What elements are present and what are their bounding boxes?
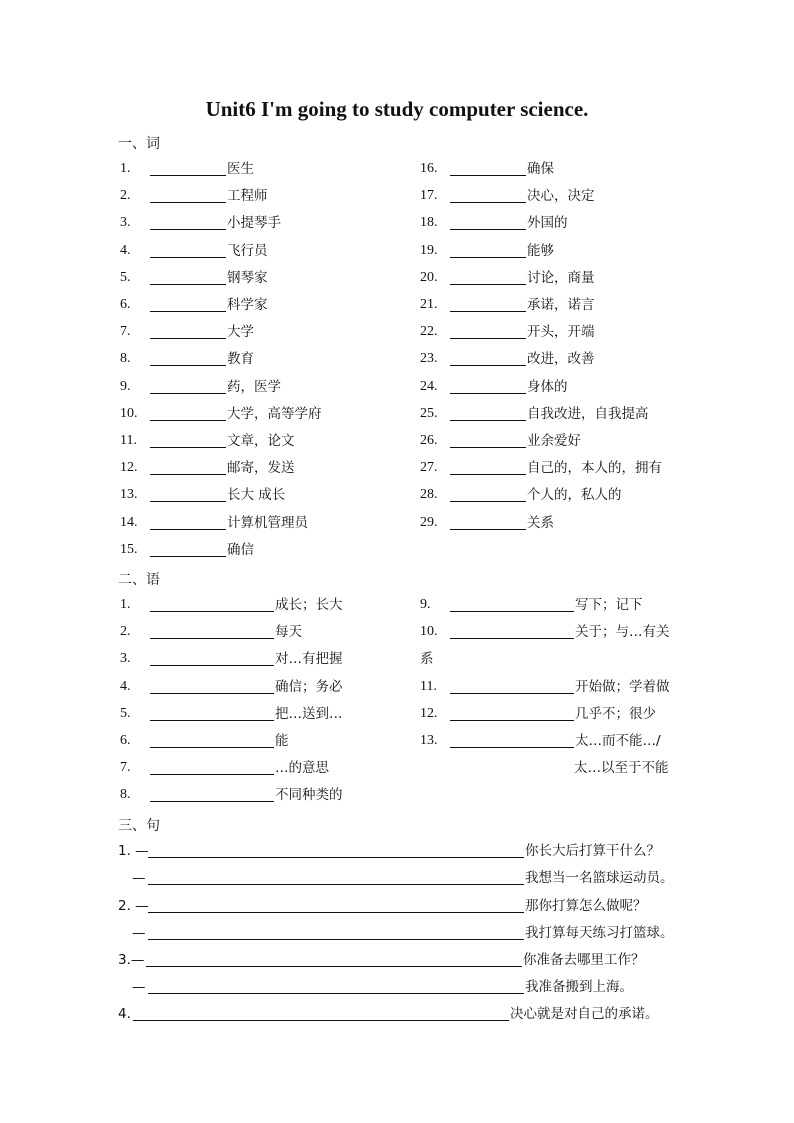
answer-blank[interactable] <box>150 529 226 530</box>
answer-blank[interactable] <box>150 311 226 312</box>
answer-blank[interactable] <box>150 393 226 394</box>
item-meaning: 确信；务必 <box>275 678 343 695</box>
sentence-answer-blank[interactable] <box>148 939 524 940</box>
item-meaning: 大学，高等学府 <box>227 405 322 422</box>
item-number: 9. <box>120 378 131 394</box>
answer-blank[interactable] <box>450 175 526 176</box>
item-number: 22. <box>420 324 438 340</box>
item-number: 21. <box>420 297 438 312</box>
answer-blank[interactable] <box>450 693 574 694</box>
item-meaning: 把…送到… <box>275 705 343 722</box>
item-meaning: 开头，开端 <box>527 324 595 341</box>
item-meaning: 对…有把握 <box>275 651 343 668</box>
item-number: 18. <box>420 215 438 231</box>
item-meaning: 不同种类的 <box>275 787 343 804</box>
item-meaning: 文章，论文 <box>227 433 295 449</box>
item-number: 17. <box>420 188 438 204</box>
sentence-prefix: — <box>132 925 146 941</box>
item-meaning: 成长；长大 <box>275 597 343 613</box>
answer-blank[interactable] <box>150 638 274 639</box>
sentence-answer-blank[interactable] <box>148 912 524 913</box>
answer-blank[interactable] <box>450 284 526 285</box>
item-meaning: 确保 <box>527 161 554 177</box>
item-number: 5. <box>120 705 131 721</box>
answer-blank[interactable] <box>450 747 574 748</box>
item-meaning: 小提琴手 <box>227 215 281 232</box>
answer-blank[interactable] <box>450 338 526 339</box>
item-number: 20. <box>420 269 438 285</box>
answer-blank[interactable] <box>450 638 574 639</box>
item-meaning: 科学家 <box>227 297 268 313</box>
answer-blank[interactable] <box>450 420 526 421</box>
item-number: 7. <box>120 760 131 776</box>
item-meaning: 能够 <box>527 242 554 259</box>
answer-blank[interactable] <box>450 474 526 475</box>
answer-blank[interactable] <box>150 202 226 203</box>
item-meaning: 自己的，本人的，拥有 <box>527 460 662 477</box>
item-meaning: 工程师 <box>227 188 268 205</box>
sentence-prefix: — <box>132 870 146 886</box>
item-number: 15. <box>120 541 138 557</box>
sentence-answer-blank[interactable] <box>133 1020 509 1021</box>
sentence-prefix: 2. — <box>118 898 149 914</box>
answer-blank[interactable] <box>150 747 274 748</box>
answer-blank[interactable] <box>450 257 526 258</box>
item-meaning: 关系 <box>527 514 554 531</box>
sentence-meaning: 那你打算怎么做呢？ <box>525 898 647 914</box>
item-number: 28. <box>420 487 438 503</box>
answer-blank[interactable] <box>450 365 526 366</box>
item-number: 10. <box>120 405 138 421</box>
item-meaning: 药，医学 <box>227 378 281 395</box>
item-meaning: 个人的，私人的 <box>527 487 622 504</box>
sentence-meaning: 我想当一名篮球运动员。 <box>525 870 674 886</box>
item-number: 1. <box>120 161 131 176</box>
item-number: 6. <box>120 297 131 312</box>
item-number: 1. <box>120 597 131 612</box>
item-number: 5. <box>120 269 131 285</box>
item-meaning: 几乎不；很少 <box>575 705 656 722</box>
answer-blank[interactable] <box>150 774 274 775</box>
item-meaning: 医生 <box>227 161 254 177</box>
answer-blank[interactable] <box>150 229 226 230</box>
item-number: 12. <box>120 460 138 476</box>
answer-blank[interactable] <box>150 720 274 721</box>
item-meaning: 计算机管理员 <box>227 514 308 531</box>
answer-blank[interactable] <box>450 611 574 612</box>
item-meaning-continued: 太…以至于不能 <box>574 760 669 777</box>
item-meaning: 业余爱好 <box>527 433 581 449</box>
item-number: 2. <box>120 188 131 204</box>
item-number: 4. <box>120 678 131 694</box>
item-meaning: 大学 <box>227 324 254 341</box>
sentence-meaning: 决心就是对自己的承诺。 <box>510 1006 659 1022</box>
sentence-prefix: 1. — <box>118 843 149 859</box>
item-number: 13. <box>420 733 438 748</box>
item-number: 8. <box>120 787 131 803</box>
answer-blank[interactable] <box>150 665 274 666</box>
sentence-meaning: 我准备搬到上海。 <box>525 979 633 995</box>
item-meaning: 每天 <box>275 624 302 641</box>
item-number: 3. <box>120 215 131 231</box>
answer-blank[interactable] <box>450 393 526 394</box>
sentence-prefix: — <box>132 979 146 995</box>
item-number: 4. <box>120 242 131 258</box>
item-number: 3. <box>120 651 131 667</box>
sentence-prefix: 4. <box>118 1006 131 1022</box>
answer-blank[interactable] <box>150 556 226 557</box>
item-meaning: 讨论，商量 <box>527 269 595 286</box>
item-number: 25. <box>420 405 438 421</box>
answer-blank[interactable] <box>450 720 574 721</box>
item-number: 14. <box>120 514 138 530</box>
item-meaning: 能 <box>275 733 289 749</box>
item-number: 16. <box>420 161 438 176</box>
sentence-meaning: 你长大后打算干什么？ <box>525 843 660 859</box>
item-meaning: 写下；记下 <box>575 597 643 613</box>
sentence-meaning: 我打算每天练习打篮球。 <box>525 925 674 941</box>
document-title: Unit6 I'm going to study computer science. <box>205 97 589 121</box>
answer-blank[interactable] <box>150 284 226 285</box>
item-meaning: 自我改进，自我提高 <box>527 405 649 422</box>
sentence-prefix: 3.— <box>118 952 145 968</box>
answer-blank[interactable] <box>150 257 226 258</box>
item-number: 6. <box>120 733 131 748</box>
item-number: 29. <box>420 514 438 530</box>
item-number: 9. <box>420 597 431 612</box>
item-number: 13. <box>120 487 138 503</box>
item-meaning: 身体的 <box>527 378 568 395</box>
item-number: 7. <box>120 324 131 340</box>
item-meaning: 改进，改善 <box>527 351 595 368</box>
answer-blank[interactable] <box>150 175 226 176</box>
item-meaning: 太…而不能…/ <box>575 733 661 749</box>
item-meaning: 飞行员 <box>227 242 268 259</box>
item-number: 8. <box>120 351 131 367</box>
item-number: 23. <box>420 351 438 367</box>
item-number: 24. <box>420 378 438 394</box>
section-words-heading: 一、词 <box>118 136 160 152</box>
item-meaning: 关于；与…有关 <box>575 624 670 641</box>
item-number: 26. <box>420 433 438 448</box>
answer-blank[interactable] <box>150 447 226 448</box>
answer-blank[interactable] <box>150 693 274 694</box>
item-meaning: 外国的 <box>527 215 568 232</box>
item-number: 11. <box>420 678 437 694</box>
item-meaning: 钢琴家 <box>227 269 268 286</box>
answer-blank[interactable] <box>450 229 526 230</box>
answer-blank[interactable] <box>450 529 526 530</box>
sentence-meaning: 你准备去哪里工作？ <box>523 952 645 968</box>
item-meaning: 承诺，诺言 <box>527 297 595 313</box>
answer-blank[interactable] <box>150 611 274 612</box>
item-number: 2. <box>120 624 131 640</box>
answer-blank[interactable] <box>150 501 226 502</box>
item-meaning: …的意思 <box>275 760 329 777</box>
answer-blank[interactable] <box>450 202 526 203</box>
answer-blank[interactable] <box>450 501 526 502</box>
item-number: 10. <box>420 624 438 640</box>
sentence-answer-blank[interactable] <box>148 993 524 994</box>
answer-blank[interactable] <box>150 338 226 339</box>
section-phrases-heading: 二、语 <box>118 572 160 588</box>
answer-blank[interactable] <box>150 365 226 366</box>
answer-blank[interactable] <box>150 801 274 802</box>
sentence-answer-blank[interactable] <box>148 884 524 885</box>
item-meaning: 确信 <box>227 541 254 558</box>
item-meaning: 长大 成长 <box>227 487 286 504</box>
item-number: 19. <box>420 242 438 258</box>
sentence-answer-blank[interactable] <box>146 966 522 967</box>
item-number: 11. <box>120 433 137 448</box>
item-meaning: 教育 <box>227 351 254 368</box>
answer-blank[interactable] <box>150 420 226 421</box>
item-number: 27. <box>420 460 438 476</box>
item-meaning: 邮寄，发送 <box>227 460 295 477</box>
item-number: 12. <box>420 705 438 721</box>
section-sentences-heading: 三、句 <box>118 818 160 834</box>
answer-blank[interactable] <box>450 447 526 448</box>
item-meaning: 决心，决定 <box>527 188 595 205</box>
answer-blank[interactable] <box>450 311 526 312</box>
item-meaning: 开始做；学着做 <box>575 678 670 695</box>
sentence-answer-blank[interactable] <box>148 857 524 858</box>
item-meaning-continued: 系 <box>420 651 434 668</box>
answer-blank[interactable] <box>150 474 226 475</box>
